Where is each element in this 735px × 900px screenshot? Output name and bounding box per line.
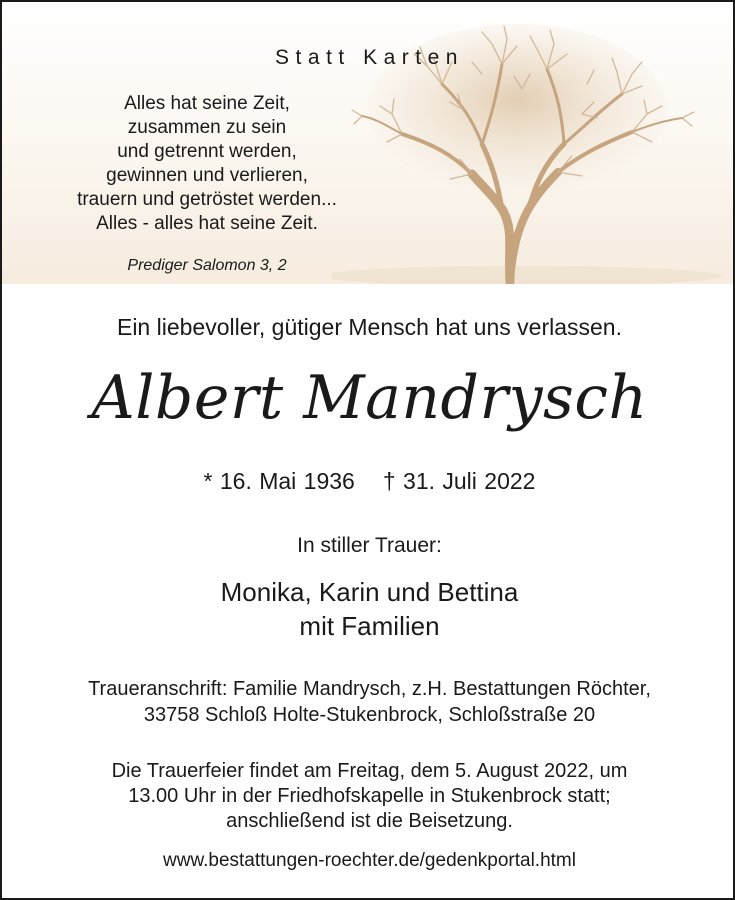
- verse-line: und getrennt werden,: [117, 141, 297, 162]
- bible-verse: [22, 92, 392, 236]
- memorial-portal-link[interactable]: www.bestattungen-roechter.de/gedenkportal.html: [163, 850, 576, 871]
- condolence-address: [2, 676, 735, 728]
- statt-karten-heading: Statt Karten: [275, 46, 464, 69]
- mourners: [2, 575, 735, 643]
- address-line: Traueranschrift: Familie Mandrysch, z.H. Bestattungen Röchter,: [88, 678, 651, 700]
- verse-line: gewinnen und verlieren,: [106, 165, 308, 186]
- verse-line: Alles - alles hat seine Zeit.: [96, 213, 318, 234]
- verse-line: Alles hat seine Zeit,: [124, 93, 290, 114]
- mourners-families: mit Familien: [299, 611, 440, 641]
- death-date: † 31. Juli 2022: [382, 468, 536, 494]
- verse-source: Prediger Salomon 3, 2: [127, 257, 287, 274]
- address-line: 33758 Schloß Holte-Stukenbrock, Schloßstraße 20: [143, 704, 596, 726]
- ceremony-line: 13.00 Uhr in der Friedhofskapelle in Stukenbrock statt;: [128, 785, 611, 807]
- verse-line: zusammen zu sein: [127, 117, 287, 138]
- ceremony-line: anschließend ist die Beisetzung.: [226, 810, 513, 832]
- funeral-ceremony-info: [2, 759, 735, 834]
- deceased-name: Albert Mandrysch: [91, 363, 648, 433]
- life-dates: [2, 468, 735, 495]
- birth-date: * 16. Mai 1936: [203, 468, 355, 494]
- mourners-names: Monika, Karin und Bettina: [220, 577, 519, 607]
- verse-line: trauern und getröstet werden...: [77, 189, 337, 210]
- ceremony-line: Die Trauerfeier findet am Freitag, dem 5. August 2022, um: [111, 760, 628, 782]
- mourning-label: In stiller Trauer:: [297, 534, 442, 557]
- intro-text: Ein liebevoller, gütiger Mensch hat uns verlassen.: [116, 314, 622, 340]
